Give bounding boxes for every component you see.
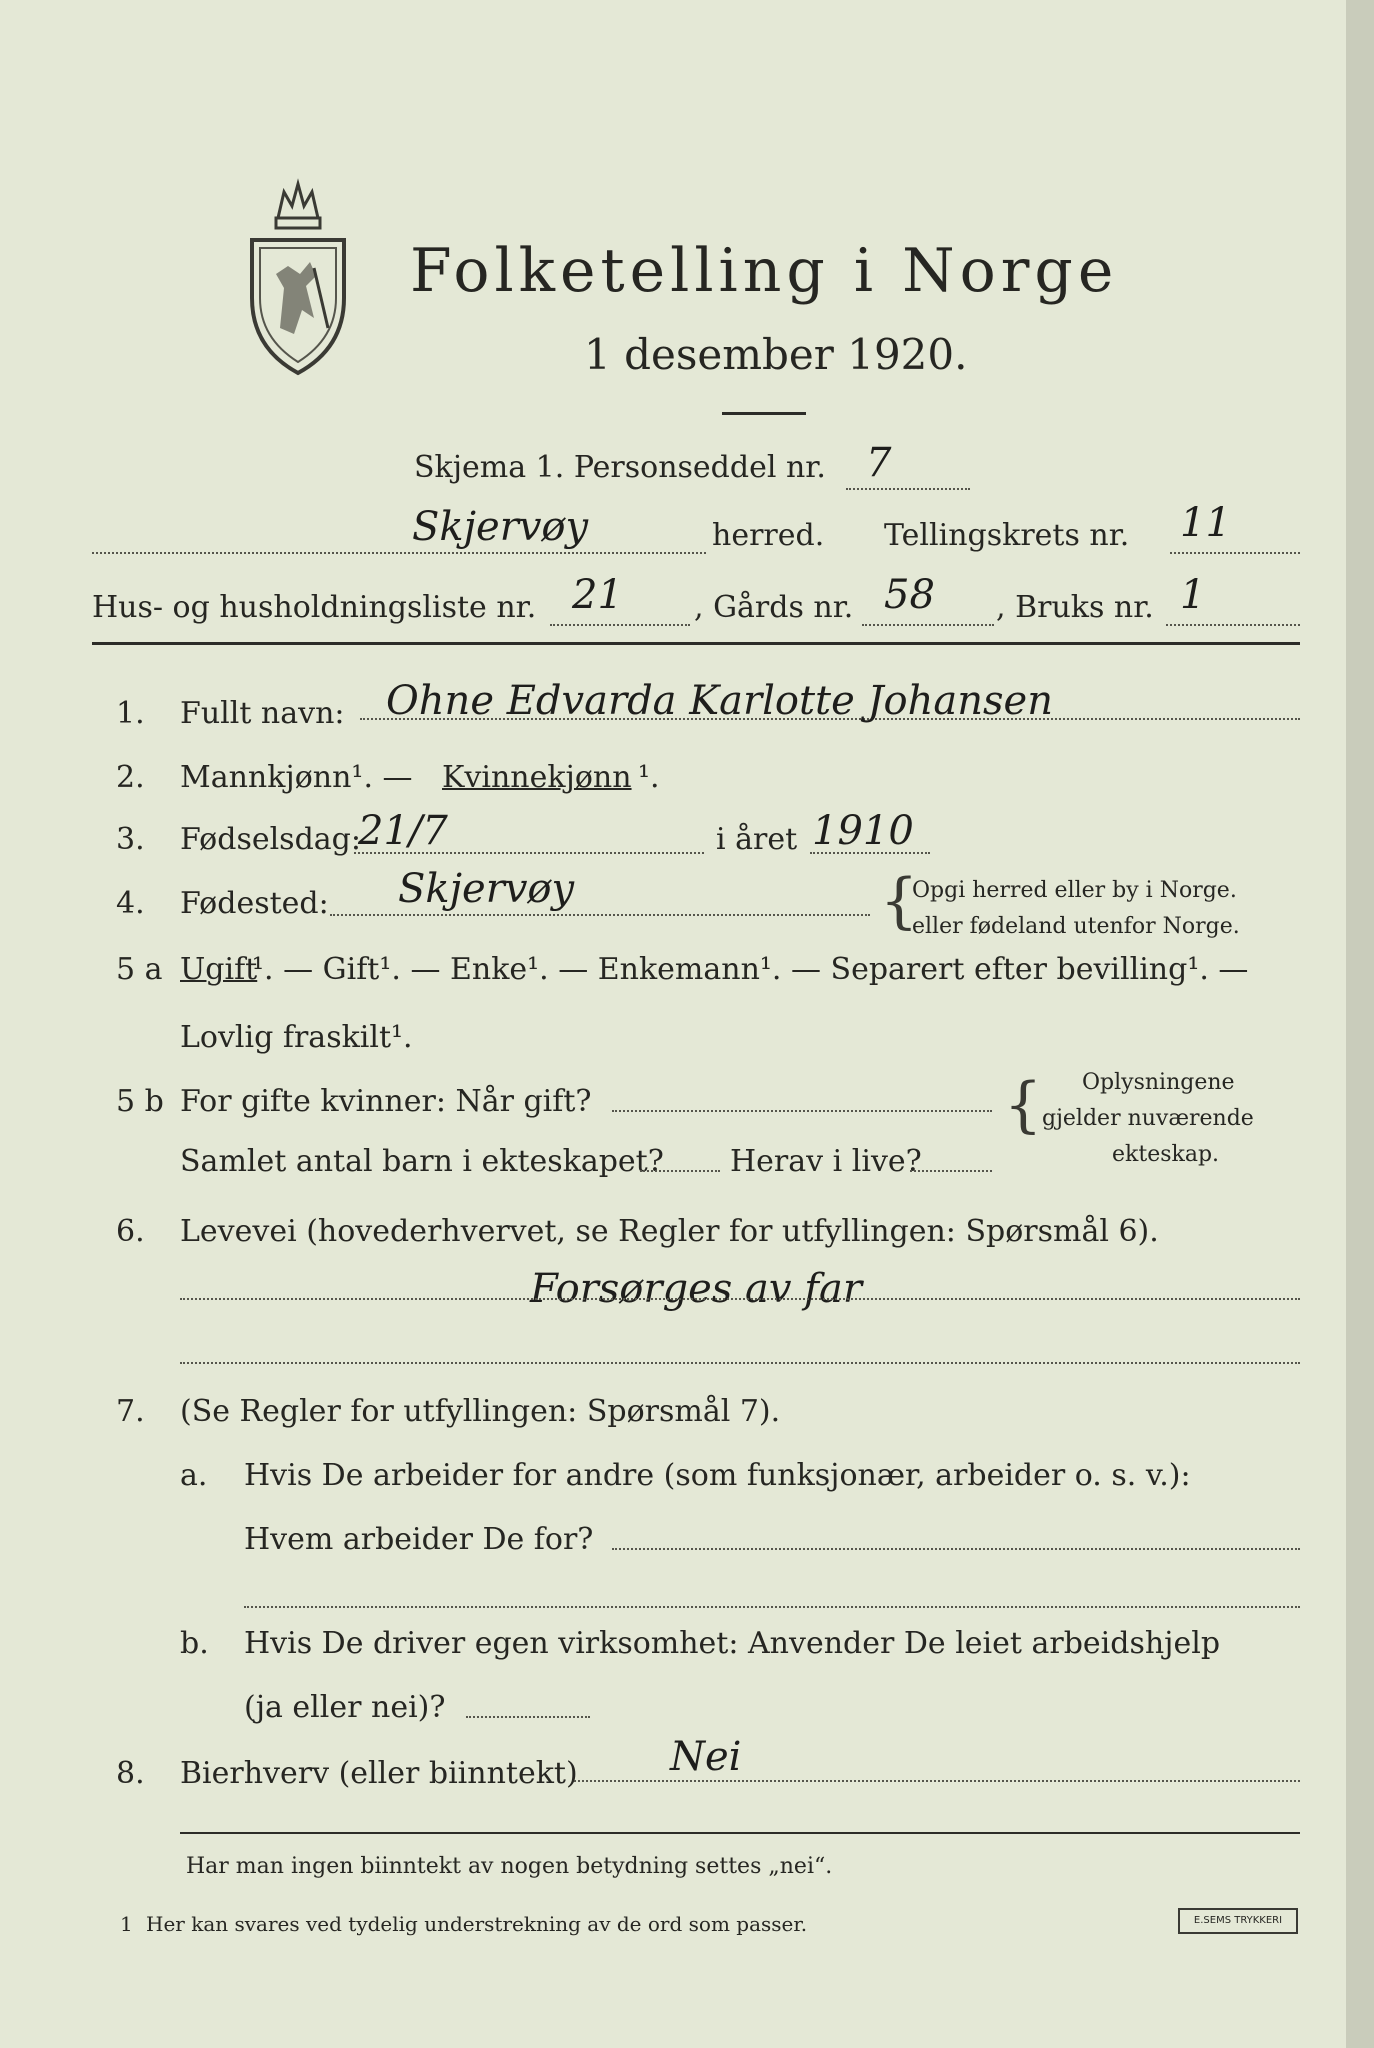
q7b-line2: (ja eller nei)?	[244, 1690, 446, 1725]
q5b-note-3: ekteskap.	[1112, 1142, 1220, 1167]
full-name-value: Ohne Edvarda Karlotte Johansen	[386, 678, 1053, 724]
q7a-letter: a.	[180, 1458, 208, 1493]
q7a-line2: Hvem arbeider De for?	[244, 1522, 594, 1557]
form-date: 1 desember 1920.	[584, 330, 968, 379]
tellingskrets-value: 11	[1180, 500, 1231, 546]
q5a-ugift-underlined: Ugift	[180, 952, 258, 987]
q1-label: Fullt navn:	[180, 696, 345, 731]
q6-number: 6.	[116, 1214, 145, 1249]
q3-year-label: i året	[716, 822, 798, 857]
census-form: Folketelling i Norge 1 desember 1920. Skjema 1. Personseddel nr. 7 Skjervøy herred. Tellingskrets nr. 11 Hus- og husholdningsliste nr. 21 , Gårds nr. 58 , Bruks nr. 1 1. Fullt navn: Ohne Edvarda Karlotte Johansen 2. Mannkjønn¹. — Kvinnekjønn ¹. 3. Fødselsdag: 21/7 i året 1910 4. Fødested: Skjervøy { Opgi herred eller by i Norge. eller fødeland utenfor Norge. 5 a Ugift ¹. — Gift¹. — Enke¹. — Enkemann¹. — Separert efter bevilling¹. — Lovlig fraskilt¹. 5 b For gifte kvinner: Når gift? Samlet antal barn i ekteskapet? Herav i live? { Oplysningene gjelder nuværende ekteskap. 6. Levevei (hovederhvervet, se Regler for utfyllingen: Spørsmål 6). Forsørges av far 7. (Se Regler for utfyllingen: Spørsmål 7). a. Hvis De arbeider for andre (som funksjonær, arbeider o. s. v.): Hvem arbeider De for? b. Hvis De driver egen virksomhet: Anvender De leiet arbeidshjelp (ja eller nei)? 8. Bierhverv (eller biinntekt) Nei Har man ingen biinntekt av nogen betydning settes „nei“. 1 Her kan svares ved tydelig understrekning av de ord som passer. E.SEMS TRYKKERI	[0, 0, 1374, 2048]
footer-rule	[180, 1832, 1300, 1834]
bruks-value: 1	[1180, 572, 1206, 618]
q7-label: (Se Regler for utfyllingen: Spørsmål 7).	[180, 1394, 781, 1429]
q8-number: 8.	[116, 1756, 145, 1791]
q7-number: 7.	[116, 1394, 145, 1429]
footnote-text: Her kan svares ved tydelig understrekning av de ord som passer.	[146, 1912, 808, 1936]
coat-of-arms-icon	[244, 178, 352, 378]
q5b-number: 5 b	[116, 1084, 164, 1119]
q8-label: Bierhverv (eller biinntekt)	[180, 1756, 578, 1791]
occupation-value: Forsørges av far	[530, 1266, 862, 1312]
q5a-line2: Lovlig fraskilt¹.	[180, 1020, 413, 1055]
printer-stamp: E.SEMS TRYKKERI	[1178, 1908, 1298, 1934]
q7a-label: Hvis De arbeider for andre (som funksjonær, arbeider o. s. v.):	[244, 1458, 1191, 1493]
side-income-value: Nei	[670, 1734, 742, 1780]
birth-year-value: 1910	[812, 808, 914, 854]
q5b-children: Samlet antal barn i ekteskapet?	[180, 1144, 664, 1179]
husliste-value: 21	[572, 572, 623, 618]
q2-female-underlined: Kvinnekjønn	[442, 760, 632, 795]
herred-label: herred.	[712, 518, 825, 553]
q5a-options: ¹. — Gift¹. — Enke¹. — Enkemann¹. — Separert efter bevilling¹. —	[252, 952, 1249, 987]
birthdate-value: 21/7	[358, 808, 448, 854]
q2-male: Mannkjønn¹. —	[180, 760, 413, 795]
q2-number: 2.	[116, 760, 145, 795]
q1-number: 1.	[116, 696, 145, 731]
q5a-number: 5 a	[116, 952, 163, 987]
title-divider	[722, 412, 806, 415]
skjema-label: Skjema 1. Personseddel nr.	[414, 450, 826, 485]
footnote-mark: 1	[120, 1912, 133, 1936]
gards-value: 58	[884, 572, 935, 618]
q5b-alive: Herav i live?	[730, 1144, 922, 1179]
q3-number: 3.	[116, 822, 145, 857]
page-edge	[1346, 0, 1374, 2048]
q3-label: Fødselsdag:	[180, 822, 361, 857]
q4-note-2: eller fødeland utenfor Norge.	[912, 914, 1240, 939]
gards-label: , Gårds nr.	[694, 590, 854, 625]
q6-label: Levevei (hovederhvervet, se Regler for utfyllingen: Spørsmål 6).	[180, 1214, 1159, 1249]
skjema-value: 7	[866, 440, 892, 486]
q4-note-1: Opgi herred eller by i Norge.	[912, 878, 1237, 903]
bruks-label: , Bruks nr.	[996, 590, 1154, 625]
q2-footnote: ¹.	[638, 760, 660, 795]
herred-value: Skjervøy	[412, 504, 589, 550]
header-rule	[92, 642, 1300, 645]
husliste-label: Hus- og husholdningsliste nr.	[92, 590, 537, 625]
tellingskrets-label: Tellingskrets nr.	[884, 518, 1130, 553]
q5b-note-1: Oplysningene	[1082, 1070, 1235, 1095]
q4-number: 4.	[116, 886, 145, 921]
q5b-note-2: gjelder nuværende	[1042, 1106, 1254, 1131]
birthplace-value: Skjervøy	[398, 866, 575, 912]
q4-label: Fødested:	[180, 886, 329, 921]
form-title: Folketelling i Norge	[410, 236, 1119, 306]
q5b-label: For gifte kvinner: Når gift?	[180, 1084, 592, 1119]
footer-note: Har man ingen biinntekt av nogen betydning settes „nei“.	[186, 1854, 833, 1879]
q7b-label: Hvis De driver egen virksomhet: Anvender De leiet arbeidshjelp	[244, 1626, 1221, 1661]
q7b-letter: b.	[180, 1626, 209, 1661]
